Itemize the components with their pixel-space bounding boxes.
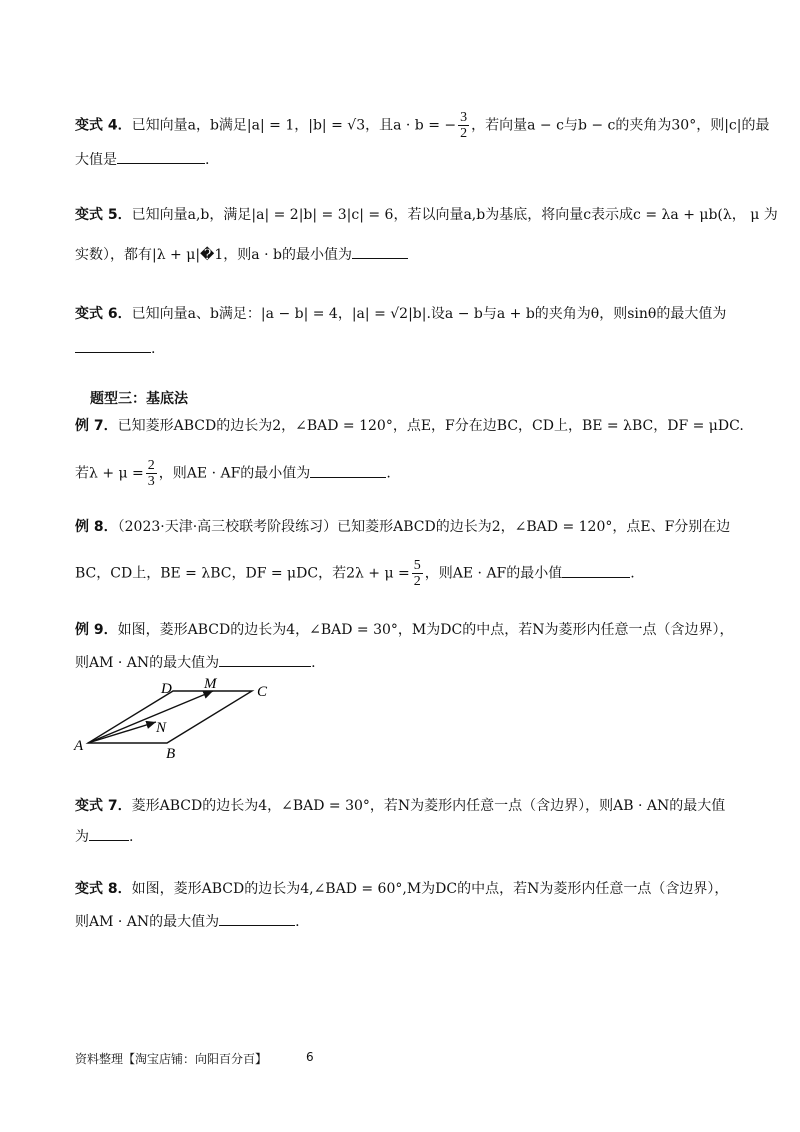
vector-am <box>88 691 213 743</box>
example-8-fraction: $\frac{5}{2}$ <box>413 558 421 589</box>
answer-blank <box>89 826 129 841</box>
example-9-line-1: 例 9．如图，菱形ABCD的边长为4，∠BAD = 30°，M为DC的中点，若N为菱形内任意一点（含边界）， <box>75 622 734 638</box>
example-9-label: 例 9． <box>75 622 118 638</box>
variant-6-label: 变式 6． <box>75 306 132 322</box>
example-8-line-1: 例 8．（2023·天津·高三校联考阶段练习）已知菱形ABCD的边长为2，∠BAD = 120°，点E、F分别在边 <box>75 519 731 535</box>
answer-blank <box>219 652 311 667</box>
example-8-label: 例 8． <box>75 519 118 535</box>
variant-5-label: 变式 5． <box>75 207 132 223</box>
point-n-label: N <box>156 720 167 736</box>
example-7-fraction: $\frac{2}{3}$ <box>147 458 155 489</box>
example-9-line-2: 则AM · AN的最大值为 . <box>75 652 316 673</box>
variant-7-label: 变式 7． <box>75 798 132 814</box>
answer-blank <box>562 563 630 578</box>
point-m-label: M <box>204 676 217 692</box>
answer-blank <box>117 149 205 164</box>
example-7-line-2: 若λ + μ = $\frac{2}{3}$ ，则AE · AF的最小值为 . <box>75 458 391 489</box>
variant-8-line-1: 变式 8．如图，菱形ABCD的边长为4,∠BAD = 60°,M为DC的中点，若N为菱形内任意一点（含边界）， <box>75 881 729 897</box>
page-number: 6 <box>306 1050 314 1064</box>
example-8-line-2: BC，CD上，BE = λBC，DF = μDC，若2λ + μ = $\frac{5}{2}$ ，则AE · AF的最小值 . <box>75 558 635 589</box>
variant-4-fraction: $\frac{3}{2}$ <box>460 110 468 141</box>
variant-8-label: 变式 8． <box>75 881 132 897</box>
footer-source: 资料整理【淘宝店铺：向阳百分百】 <box>75 1052 268 1066</box>
answer-blank <box>75 338 151 353</box>
vertex-a-label: A <box>74 738 84 754</box>
rhombus-figure <box>60 670 290 760</box>
variant-4-label: 变式 4． <box>75 117 132 134</box>
variant-7-line-2: 为 . <box>75 826 133 847</box>
variant-6-line-2: . <box>75 338 155 359</box>
answer-blank <box>352 244 408 259</box>
example-7-line-1: 例 7．已知菱形ABCD的边长为2，∠BAD = 120°，点E，F分在边BC，CD上，BE = λBC，DF = μDC. <box>75 418 744 434</box>
vector-an <box>88 722 156 743</box>
variant-5-line-2: 实数），都有|λ + μ|�1，则a · b的最小值为 <box>75 244 408 265</box>
variant-7-line-1: 变式 7．菱形ABCD的边长为4，∠BAD = 30°，若N为菱形内任意一点（含边界），则AB · AN的最大值 <box>75 798 726 814</box>
variant-5-line-1: 变式 5．已知向量a,b，满足|a| = 2|b| = 3|c| = 6，若以向量a,b为基底，将向量c表示成c = λa + μb(λ， μ 为 <box>75 207 778 223</box>
variant-4-text-b: ，若向量a − c与b − c的夹角为30°，则|c|的最 <box>471 117 770 134</box>
answer-blank <box>310 463 386 478</box>
vertex-c-label: C <box>257 684 268 700</box>
variant-4-text-a: 已知向量a，b满足|a| = 1，|b| = √3，且a · b = − <box>131 117 457 134</box>
variant-4-line-1 <box>75 110 769 141</box>
example-7-label: 例 7． <box>75 418 118 434</box>
vertex-d-label: D <box>161 681 172 697</box>
variant-4-line-2: 大值是 . <box>75 149 209 170</box>
variant-8-line-2: 则AM · AN的最大值为 . <box>75 911 300 932</box>
answer-blank <box>219 911 295 926</box>
section-title: 题型三：基底法 <box>90 391 188 407</box>
variant-6-line-1: 变式 6．已知向量a、b满足：|a − b| = 4，|a| = √2|b|.设a − b与a + b的夹角为θ，则sinθ的最大值为 <box>75 306 727 322</box>
vertex-b-label: B <box>166 746 176 760</box>
